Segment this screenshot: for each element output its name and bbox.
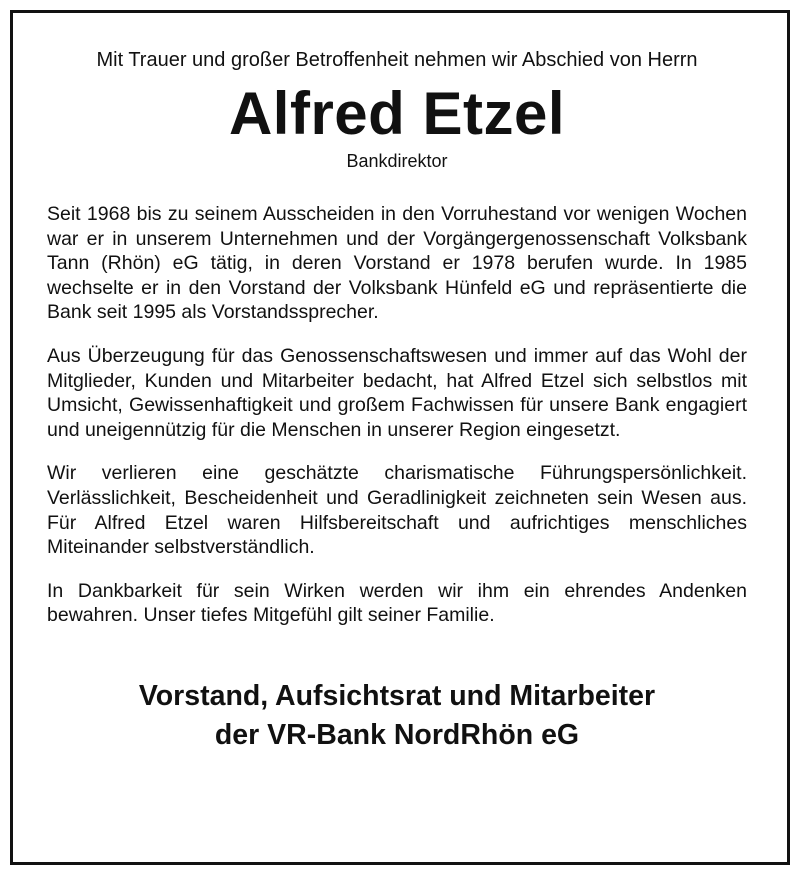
intro-line: Mit Trauer und großer Betroffenheit nehmen wir Abschied von Herrn <box>96 49 698 71</box>
deceased-title: Bankdirektor <box>346 151 448 171</box>
paragraph-condolence: In Dankbarkeit für sein Wirken werden wir ihm ein ehrendes Andenken bewahren. Unser tiefes Mitgefühl gilt seiner Familie. <box>47 579 747 627</box>
signature-line-2: der VR-Bank NordRhön eG <box>214 718 580 751</box>
paragraph-character: Wir verlieren eine geschätzte charismatische Führungspersönlichkeit. Verlässlichkeit, Bescheidenheit und Geradlinigkeit zeichneten sein Wesen aus. Für Alfred Etzel waren Hilfsbereitschaft und aufrichtiges menschliches Miteinander selbstverständlich. <box>47 462 747 559</box>
paragraph-commitment: Aus Überzeugung für das Genossenschaftswesen und immer auf das Wohl der Mitglieder, Kunden und Mitarbeiter bedacht, hat Alfred Etzel sich selbstlos mit Umsicht, Gewissenhaftigkeit und großem Fachwissen für unsere Bank engagiert und uneigennützig für die Menschen in unserer Region eingesetzt. <box>47 344 747 441</box>
obituary-notice <box>47 47 747 755</box>
signature-line-1: Vorstand, Aufsichtsrat und Mitarbeiter <box>138 679 656 712</box>
deceased-name: Alfred Etzel <box>228 80 566 147</box>
paragraph-career: Seit 1968 bis zu seinem Ausscheiden in den Vorruhestand vor wenigen Wochen war er in unserem Unternehmen und der Vorgängergenossenschaft Volksbank Tann (Rhön) eG tätig, in deren Vorstand er 1978 berufen wurde. In 1985 wechselte er in den Vorstand der Volksbank Hünfeld eG und repräsentierte die Bank seit 1995 als Vorstandssprecher. <box>47 203 747 324</box>
signature-block <box>47 677 747 755</box>
